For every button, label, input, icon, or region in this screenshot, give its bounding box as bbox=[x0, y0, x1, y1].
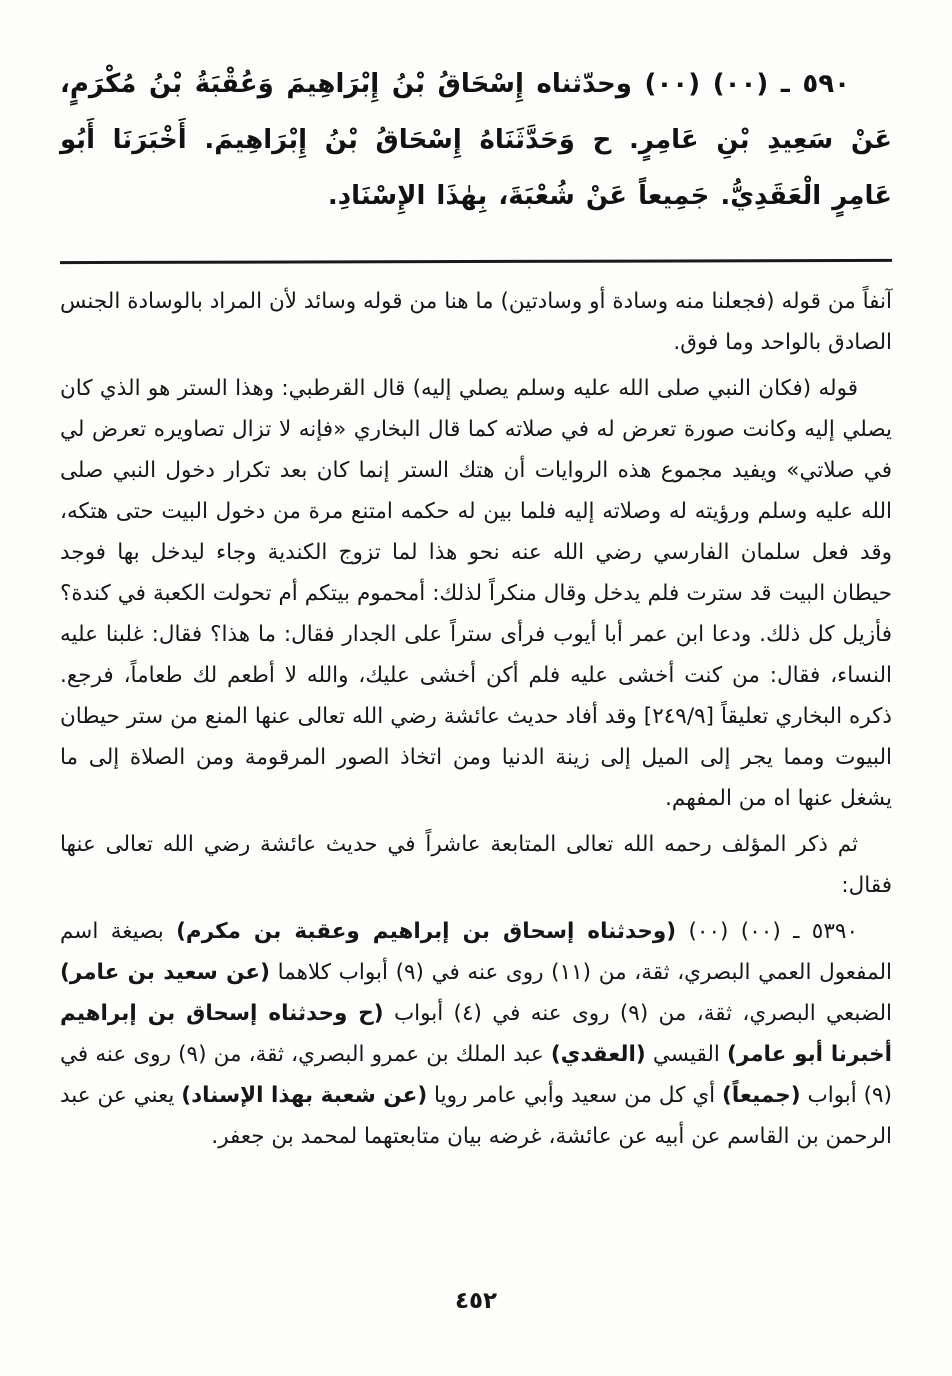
gloss-lemma: (العقدي) bbox=[550, 1042, 646, 1067]
gloss-text: عبد الملك بن عمرو البصري، ثقة، من (٩) روى عنه في (٩) أبواب bbox=[60, 1042, 892, 1108]
commentary-paragraph-continuation: آنفاً من قوله (فجعلنا منه وسادة أو وسادتين) ما هنا من قوله وسائد لأن المراد بالوسادة الجنس الصادق بالواحد وما فوق. bbox=[60, 289, 892, 355]
page-number: ٤٥٢ bbox=[454, 1288, 498, 1314]
page-footer bbox=[0, 1288, 952, 1314]
commentary-section bbox=[60, 281, 892, 1157]
gloss-lemma: (ح وحدثناه إسحاق بن إبراهيم أخبرنا أبو عامر) bbox=[60, 1001, 892, 1067]
gloss-text: ٥٣٩٠ ـ (٠٠) (٠٠) bbox=[676, 919, 858, 944]
commentary-paragraph-transition: ثم ذكر المؤلف رحمه الله تعالى المتابعة عاشراً في حديث عائشة رضي الله تعالى عنها فقال: bbox=[60, 832, 892, 898]
gloss-lemma: (جميعاً) bbox=[722, 1083, 801, 1108]
gloss-text: القيسي bbox=[645, 1042, 728, 1067]
commentary-paragraph-qurtubi-quote: قوله (فكان النبي صلى الله عليه وسلم يصلي إليه) قال القرطبي: وهذا الستر هو الذي كان يصلي إليه وكانت صورة تعرض له في صلاته كما قال البخاري «فإنه لا تزال تصاويره تعرض لي في صلاتي» ويفيد مجموع هذه الروايات أن هتك الستر إنما كان بعد تكرار دخول النبي صلى الله عليه وسلم ورؤيته له وصلاته إليه فلما بين له حكمه امتنع مرة من دخول البيت حتى هتكه، وقد فعل سلمان الفارسي رضي الله عنه نحو هذا لما تزوج الكندية وجاء ليدخل بها فوجد حيطان البيت قد سترت فلم يدخل وقال منكراً لذلك: أمحموم بيتكم أم تحولت الكعبة في كندة؟ فأزيل كل ذلك. ودعا ابن عمر أبا أيوب فرأى ستراً على الجدار فقال: ما هذا؟ فقال: غلبنا عليه النساء، فقال: من كنت أخشى عليه فلم أكن أخشى عليك، والله لا أطعم لك طعاماً، فرجع. ذكره البخاري تعليقاً [٢٤٩/٩] وقد أفاد حديث عائشة رضي الله تعالى عنها المنع من ستر حيطان البيوت ومما يجر إلى الميل إلى زينة الدنيا ومن اتخاذ الصور المرقومة ومن الصلاة إلى ما يشغل عنها اه من المفهم. bbox=[60, 376, 892, 811]
section-divider bbox=[60, 259, 892, 264]
gloss-text: يعني عن عبد الرحمن بن القاسم عن أبيه عن عائشة، غرضه بيان متابعتهما لمحمد بن جعفر. bbox=[60, 1083, 892, 1149]
gloss-lemma: (عن شعبة بهذا الإسناد) bbox=[181, 1083, 428, 1108]
gloss-lemma: (وحدثناه إسحاق بن إبراهيم وعقبة بن مكرم) bbox=[176, 919, 677, 944]
hadith-text: ٥٩٠ ـ (٠٠) (٠٠) وحدّثناه إِسْحَاقُ بْنُ إِبْرَاهِيمَ وَعُقْبَةُ بْنُ مُكْرَمٍ، عَنْ سَعِيدِ بْنِ عَامِرٍ. ح وَحَدَّثَنَاهُ إِسْحَاقُ بْنُ إِبْرَاهِيمَ. أَخْبَرَنَا أَبُو عَامِرٍ الْعَقَدِيُّ. جَمِيعاً عَنْ شُعْبَةَ، بِهٰذَا الإِسْنَادِ. bbox=[60, 69, 892, 211]
gloss-lemma: (عن سعيد بن عامر) bbox=[60, 960, 270, 985]
gloss-text: أي كل من سعيد وأبي عامر رويا bbox=[427, 1083, 723, 1108]
gloss-text: بصيغة اسم المفعول العمي البصري، ثقة، من (١١) روى عنه في (٩) أبواب كلاهما bbox=[60, 919, 893, 985]
gloss-text: الضبعي البصري، ثقة، من (٩) روى عنه في (٤) أبواب bbox=[383, 1001, 892, 1026]
hadith-section bbox=[60, 56, 892, 224]
commentary-paragraph-isnad-gloss bbox=[60, 911, 892, 1157]
